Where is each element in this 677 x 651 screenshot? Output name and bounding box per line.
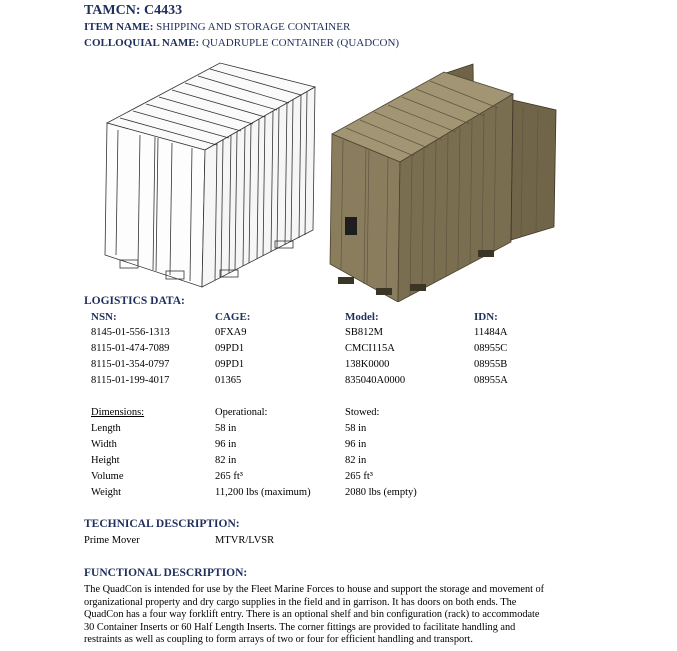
dim-width-label: Width xyxy=(91,439,117,450)
model-2: CMCI115A xyxy=(345,343,395,354)
nsn-3: 8115-01-354-0797 xyxy=(91,359,170,370)
dim-width-operational: 96 in xyxy=(215,439,237,450)
container-line-drawing xyxy=(100,55,332,295)
dim-volume-operational: 265 ft³ xyxy=(215,471,243,482)
item-name-value: SHIPPING AND STORAGE CONTAINER xyxy=(156,21,351,33)
dimensions-label: Dimensions: xyxy=(91,407,145,418)
functional-line: organizational property and dry cargo supplies in the field and in garrison. It has doors on both ends. The xyxy=(84,596,517,608)
dim-height-operational: 82 in xyxy=(215,455,237,466)
functional-title: FUNCTIONAL DESCRIPTION: xyxy=(84,567,248,579)
idn-1: 11484A xyxy=(474,327,508,338)
cage-2: 09PD1 xyxy=(215,343,245,354)
idn-3: 08955B xyxy=(474,359,508,370)
dim-length-stowed: 58 in xyxy=(345,423,367,434)
cage-3: 09PD1 xyxy=(215,359,245,370)
functional-line: restraints as well as coupling to form arrays of two or four for efficient handling and transport. xyxy=(84,634,473,646)
dim-width-stowed: 96 in xyxy=(345,439,367,450)
tamcn-value: C4433 xyxy=(144,3,183,18)
colloquial-name-line xyxy=(84,37,399,49)
model-1: SB812M xyxy=(345,327,383,338)
functional-line: QuadCon has a four way forklift entry. There is an optional shelf and bin configuration (rack) to accommodate xyxy=(84,609,540,621)
dim-height-label: Height xyxy=(91,455,120,466)
prime-mover-value: MTVR/LVSR xyxy=(215,535,275,546)
colloquial-name-label: COLLOQUIAL NAME: xyxy=(84,37,200,49)
stowed-label: Stowed: xyxy=(345,407,380,418)
dim-height-stowed: 82 in xyxy=(345,455,367,466)
operational-label: Operational: xyxy=(215,407,268,418)
nsn-1: 8145-01-556-1313 xyxy=(91,327,170,338)
functional-description xyxy=(84,584,586,647)
item-name-line xyxy=(84,21,350,33)
dim-volume-stowed: 265 ft³ xyxy=(345,471,373,482)
cage-1: 0FXA9 xyxy=(215,327,247,338)
item-name-label: ITEM NAME: xyxy=(84,21,154,33)
functional-line: 30 Container Inserts or 60 Half Length Inserts. The corner fittings are provided to facilitate handling and xyxy=(84,621,516,633)
logistics-title: LOGISTICS DATA: xyxy=(84,295,185,307)
col-nsn: NSN: xyxy=(91,311,117,323)
technical-title: TECHNICAL DESCRIPTION: xyxy=(84,518,240,530)
tamcn-line xyxy=(84,3,182,19)
dim-weight-label: Weight xyxy=(91,487,122,498)
idn-2: 08955C xyxy=(474,343,508,354)
idn-4: 08955A xyxy=(474,375,508,386)
col-idn: IDN: xyxy=(474,311,498,323)
col-model: Model: xyxy=(345,311,379,323)
nsn-4: 8115-01-199-4017 xyxy=(91,375,170,386)
prime-mover-label: Prime Mover xyxy=(84,535,140,546)
model-3: 138K0000 xyxy=(345,359,390,370)
cage-4: 01365 xyxy=(215,375,242,386)
nsn-2: 8115-01-474-7089 xyxy=(91,343,170,354)
dim-weight-operational: 11,200 lbs (maximum) xyxy=(215,487,311,498)
tamcn-label: TAMCN: xyxy=(84,3,141,18)
dim-volume-label: Volume xyxy=(91,471,124,482)
colloquial-name-value: QUADRUPLE CONTAINER (QUADCON) xyxy=(201,37,400,49)
dim-length-label: Length xyxy=(91,423,121,434)
model-4: 835040A0000 xyxy=(345,375,406,386)
container-tan-render xyxy=(328,52,560,302)
dim-length-operational: 58 in xyxy=(215,423,237,434)
functional-line: The QuadCon is intended for use by the Fleet Marine Forces to house and support the storage and movement of xyxy=(84,584,545,595)
col-cage: CAGE: xyxy=(215,311,251,323)
dim-weight-stowed: 2080 lbs (empty) xyxy=(345,487,417,498)
